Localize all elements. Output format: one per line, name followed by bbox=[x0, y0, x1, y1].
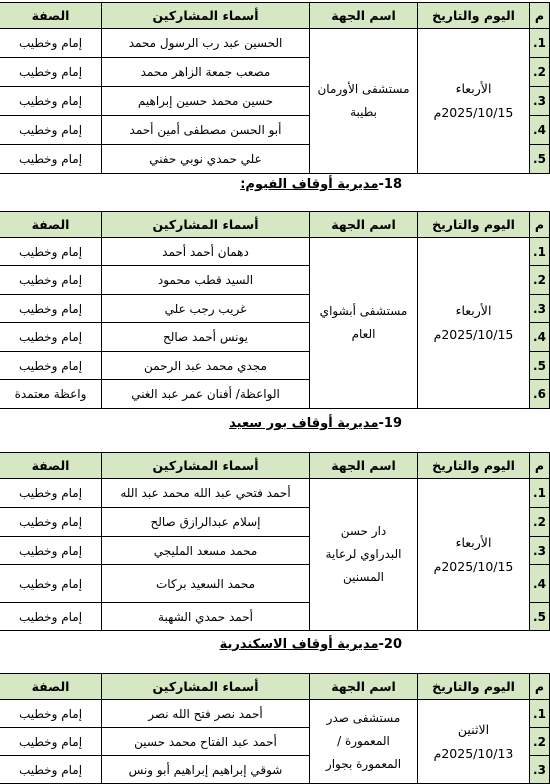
participant-name: مصعب جمعة الزاهر محمد bbox=[102, 58, 310, 87]
schedule-table bbox=[0, 2, 550, 174]
participant-name: دهمان أحمد أحمد bbox=[102, 238, 310, 266]
day-date-cell bbox=[418, 700, 530, 784]
participant-name: أبو الحسن مصطفى أمين أحمد bbox=[102, 116, 310, 145]
participant-name: إسلام عبدالرازق صالح bbox=[102, 508, 310, 537]
header-names: أسماء المشاركين bbox=[102, 3, 310, 29]
table-header-row bbox=[0, 3, 550, 29]
heading-title: مديرية أوقاف بور سعيد bbox=[229, 416, 379, 431]
header-date: اليوم والتاريخ bbox=[418, 453, 530, 479]
table-section-1 bbox=[0, 2, 550, 174]
heading-number: 19- bbox=[378, 416, 402, 431]
participant-role: إمام وخطيب bbox=[0, 728, 102, 756]
place-line: البدراوي لرعاية bbox=[325, 547, 402, 562]
table-section-2 bbox=[0, 211, 550, 409]
row-number: 3. bbox=[530, 537, 550, 565]
day-label: الاثنين bbox=[457, 721, 490, 737]
place-line: المعمورة / bbox=[337, 734, 390, 749]
date-label: 2025/10/15م bbox=[433, 105, 514, 120]
place-line: بطيبة bbox=[350, 105, 377, 119]
row-number: 5. bbox=[530, 145, 550, 174]
place-line: مستشفى أبشواي bbox=[319, 304, 408, 319]
participant-role: إمام وخطيب bbox=[0, 565, 102, 603]
schedule-table bbox=[0, 673, 550, 784]
participant-role: إمام وخطيب bbox=[0, 603, 102, 631]
participant-name: الواعظة/ أفنان عمر عبد الغني bbox=[102, 380, 310, 409]
participant-role: إمام وخطيب bbox=[0, 295, 102, 323]
table-header-row bbox=[0, 212, 550, 238]
row-number: 1. bbox=[530, 479, 550, 508]
heading-number: 20- bbox=[378, 637, 402, 652]
section-heading-fayoum bbox=[240, 177, 402, 192]
place-line: مستشفى الأورمان bbox=[317, 82, 410, 97]
day-date-cell bbox=[418, 238, 530, 409]
header-names: أسماء المشاركين bbox=[102, 212, 310, 238]
row-number: 6. bbox=[530, 380, 550, 409]
participant-role: إمام وخطيب bbox=[0, 352, 102, 380]
participant-role: إمام وخطيب bbox=[0, 508, 102, 537]
participant-name: غريب رجب علي bbox=[102, 295, 310, 323]
day-date-cell bbox=[418, 29, 530, 174]
header-num: م bbox=[530, 453, 550, 479]
section-heading-alexandria bbox=[220, 637, 402, 652]
header-place: اسم الجهة bbox=[310, 453, 418, 479]
participant-role: إمام وخطيب bbox=[0, 479, 102, 508]
schedule-table bbox=[0, 452, 550, 631]
header-date: اليوم والتاريخ bbox=[418, 212, 530, 238]
participant-role: إمام وخطيب bbox=[0, 87, 102, 116]
date-label: 2025/10/15م bbox=[433, 558, 514, 574]
row-number: 3. bbox=[530, 87, 550, 116]
participant-role: إمام وخطيب bbox=[0, 537, 102, 565]
day-label: الأربعاء bbox=[455, 534, 492, 550]
day-label: الأربعاء bbox=[455, 81, 492, 97]
place-line: المعمورة بجوار bbox=[325, 756, 402, 771]
participant-role: إمام وخطيب bbox=[0, 29, 102, 58]
header-place: اسم الجهة bbox=[310, 212, 418, 238]
participant-name: مجدي محمد عبد الرحمن bbox=[102, 352, 310, 380]
table-row bbox=[0, 238, 550, 266]
row-number: 4. bbox=[530, 323, 550, 352]
row-number: 2. bbox=[530, 728, 550, 756]
participant-name: علي حمدي نوبي حفني bbox=[102, 145, 310, 174]
participant-role: إمام وخطيب bbox=[0, 266, 102, 295]
place-cell bbox=[310, 700, 418, 784]
row-number: 4. bbox=[530, 116, 550, 145]
place-line: العام bbox=[351, 327, 376, 341]
table-header-row bbox=[0, 453, 550, 479]
header-num: م bbox=[530, 674, 550, 700]
participant-role: إمام وخطيب bbox=[0, 323, 102, 352]
participant-role: إمام وخطيب bbox=[0, 756, 102, 784]
place-line: المسنين bbox=[342, 569, 384, 584]
header-place: اسم الجهة bbox=[310, 674, 418, 700]
row-number: 3. bbox=[530, 756, 550, 784]
participant-name: السيد قطب محمود bbox=[102, 266, 310, 295]
participant-name: الحسين عبد رب الرسول محمد bbox=[102, 29, 310, 58]
schedule-table bbox=[0, 211, 550, 409]
header-num: م bbox=[530, 212, 550, 238]
place-cell bbox=[310, 479, 418, 631]
place-line: مستشفى صدر bbox=[326, 711, 401, 726]
header-date: اليوم والتاريخ bbox=[418, 674, 530, 700]
header-date: اليوم والتاريخ bbox=[418, 3, 530, 29]
participant-name: أحمد حمدي الشهبة bbox=[102, 603, 310, 631]
participant-role: واعظة معتمدة bbox=[0, 380, 102, 409]
row-number: 3. bbox=[530, 295, 550, 323]
row-number: 1. bbox=[530, 29, 550, 58]
participant-name: أحمد نصر فتح الله نصر bbox=[102, 700, 310, 728]
participant-name: يونس أحمد صالح bbox=[102, 323, 310, 352]
participant-role: إمام وخطيب bbox=[0, 700, 102, 728]
row-number: 4. bbox=[530, 565, 550, 603]
table-row bbox=[0, 29, 550, 58]
table-section-3 bbox=[0, 452, 550, 631]
participant-name: أحمد عبد الفتاح محمد حسين bbox=[102, 728, 310, 756]
header-role: الصفة bbox=[0, 453, 102, 479]
place-line: دار حسن bbox=[340, 524, 387, 539]
row-number: 2. bbox=[530, 58, 550, 87]
day-label: الأربعاء bbox=[455, 303, 492, 319]
heading-title: مديرية أوقاف الفيوم: bbox=[240, 177, 379, 192]
participant-role: إمام وخطيب bbox=[0, 145, 102, 174]
place-cell bbox=[310, 238, 418, 409]
place-cell bbox=[310, 29, 418, 174]
row-number: 5. bbox=[530, 352, 550, 380]
row-number: 2. bbox=[530, 266, 550, 295]
header-names: أسماء المشاركين bbox=[102, 453, 310, 479]
header-role: الصفة bbox=[0, 674, 102, 700]
row-number: 1. bbox=[530, 238, 550, 266]
header-role: الصفة bbox=[0, 212, 102, 238]
participant-role: إمام وخطيب bbox=[0, 238, 102, 266]
row-number: 2. bbox=[530, 508, 550, 537]
header-place: اسم الجهة bbox=[310, 3, 418, 29]
participant-name: محمد مسعد المليجي bbox=[102, 537, 310, 565]
row-number: 1. bbox=[530, 700, 550, 728]
participant-name: محمد السعيد بركات bbox=[102, 565, 310, 603]
participant-name: أحمد فتحي عبد الله محمد عبد الله bbox=[102, 479, 310, 508]
table-row bbox=[0, 479, 550, 508]
participant-name: شوقي إبراهيم إبراهيم أبو ونس bbox=[102, 756, 310, 784]
date-label: 2025/10/15م bbox=[433, 327, 514, 342]
header-num: م bbox=[530, 3, 550, 29]
heading-number: 18- bbox=[378, 177, 402, 192]
participant-role: إمام وخطيب bbox=[0, 116, 102, 145]
date-label: 2025/10/13م bbox=[433, 745, 514, 761]
table-section-4 bbox=[0, 673, 550, 784]
day-date-cell bbox=[418, 479, 530, 631]
participant-name: حسين محمد حسين إبراهيم bbox=[102, 87, 310, 116]
header-names: أسماء المشاركين bbox=[102, 674, 310, 700]
section-heading-port-said bbox=[229, 416, 402, 431]
heading-title: مديرية أوقاف الاسكندرية bbox=[219, 637, 379, 652]
participant-role: إمام وخطيب bbox=[0, 58, 102, 87]
table-header-row bbox=[0, 674, 550, 700]
header-role: الصفة bbox=[0, 3, 102, 29]
table-row bbox=[0, 700, 550, 728]
row-number: 5. bbox=[530, 603, 550, 631]
